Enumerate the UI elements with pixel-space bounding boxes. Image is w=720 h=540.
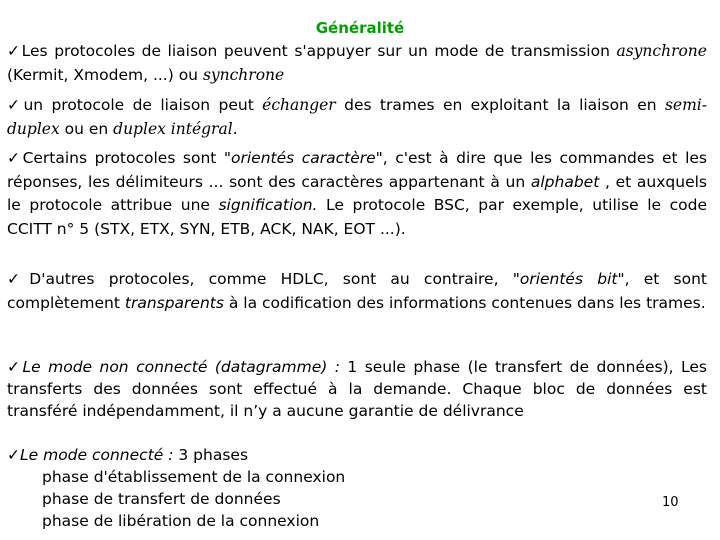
p3-text-g: Le protocole BSC, par exemple, utilise le code CCITT n° 5 (STX, ETX, SYN, ETB, ACK, NAK, EOT ...).: [7, 196, 707, 238]
p4-text-a: D'autres protocoles, comme HDLC, sont au contraire,: [29, 270, 513, 288]
p2-text-e: ou en: [59, 119, 114, 138]
p1-text-c: (Kermit, Xmodem, ...) ou: [7, 65, 203, 84]
paragraph-bit-oriented: [7, 268, 707, 315]
p5-text-b: 1 seule phase (le transfert de données), Les transferts des données sont effectué à la demande. Chaque bloc de données est transféré indépendamment, il n’y a aucune garantie de délivrance: [7, 358, 707, 420]
p3-signification: signification.: [218, 196, 318, 214]
p2-text-c: des trames en exploitant la liaison en: [335, 96, 665, 114]
paragraph-transmission-mode: [7, 40, 707, 87]
p1-text-a: Les protocoles de liaison peuvent s'appuyer sur un mode de transmission: [21, 42, 610, 60]
slide-title: Généralité: [315, 19, 405, 37]
paragraph-character-oriented: [7, 147, 707, 241]
phase-item: phase de libération de la connexion: [42, 512, 320, 530]
paragraph-duplex: [7, 94, 707, 141]
p6-text-b: 3 phases: [173, 446, 249, 464]
checkmark-bullet: ✓: [7, 42, 22, 60]
p3-text-e: , et auxquels le protocole attribue une: [7, 172, 707, 214]
p3-alphabet: alphabet: [530, 172, 600, 191]
p4-transparents: transparents: [124, 293, 224, 312]
p1-asynchrone: asynchrone: [616, 42, 707, 60]
paragraph-connectionless: [7, 356, 707, 422]
p3-text-a: Certains protocoles sont: [22, 149, 224, 167]
p2-echanger: échanger: [262, 96, 336, 114]
p5-mode-non-connecte: Le mode non connecté (datagramme) :: [22, 358, 340, 376]
checkmark-bullet: ✓: [7, 270, 30, 288]
p4-text-e: à la codification des informations contenues dans les trames.: [223, 293, 706, 312]
phase-item: phase d'établissement de la connexion: [42, 468, 346, 486]
checkmark-bullet: ✓: [7, 96, 24, 114]
phase-item: phase de transfert de données: [42, 490, 281, 508]
checkmark-bullet: ✓: [7, 358, 23, 376]
checkmark-bullet: ✓: [7, 149, 23, 167]
p3-text-c: , c'est à dire que les commandes et les réponses, les délimiteurs ... sont des caractères appartenant à un: [7, 149, 707, 191]
p4-orientes-bit: "orientés bit": [512, 270, 625, 288]
p6-mode-connecte: Le mode connecté :: [20, 446, 174, 464]
checkmark-bullet: ✓: [7, 446, 20, 464]
p2-duplex-integral: duplex intégral.: [113, 119, 238, 138]
paragraph-connection-oriented: [7, 444, 707, 466]
p1-synchrone: synchrone: [202, 65, 285, 84]
p3-orientes-caractere: "orientés caractère": [223, 149, 383, 167]
p4-text-c: , et sont complètement: [7, 270, 707, 312]
p2-semi-duplex: semi-duplex: [7, 96, 707, 138]
page-number: 10: [662, 495, 679, 510]
p2-text-a: un protocole de liaison peut: [23, 96, 263, 114]
